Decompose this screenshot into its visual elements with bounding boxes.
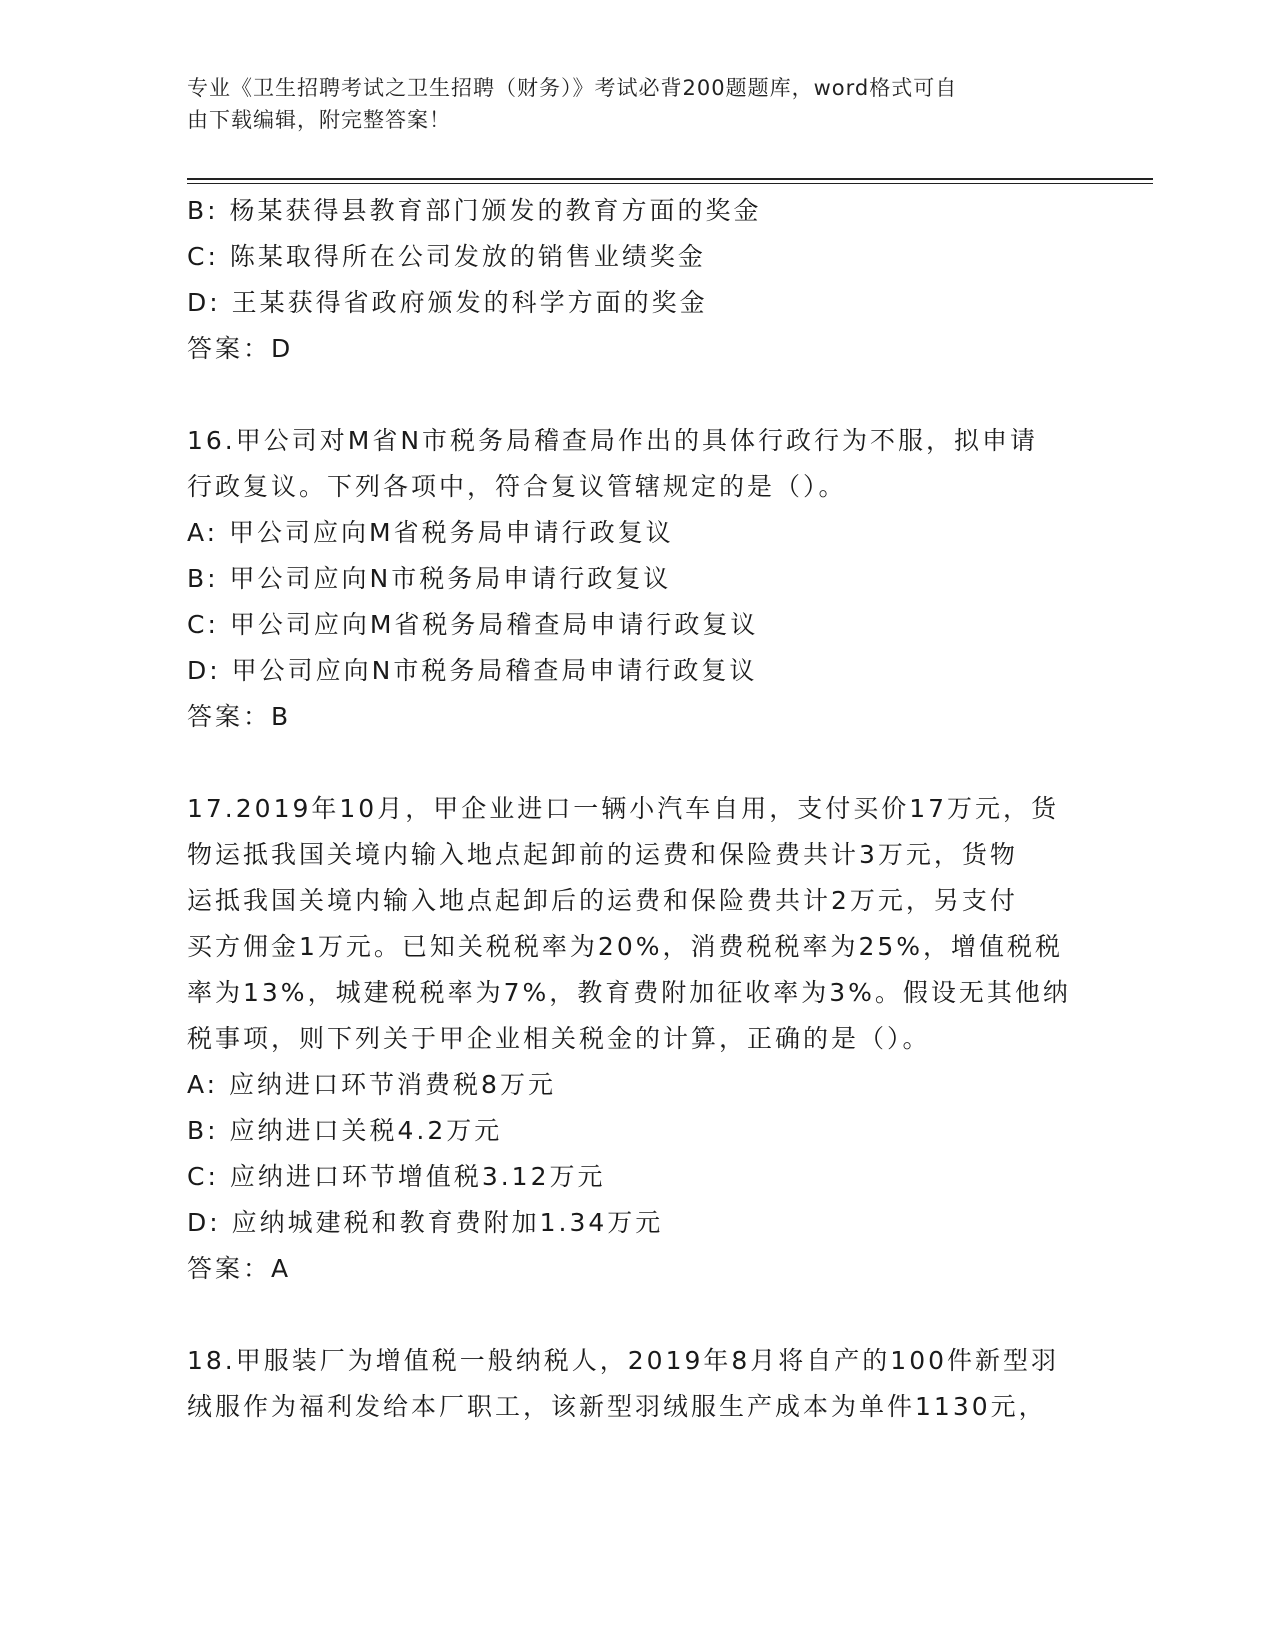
answer: 答案：A [187, 1254, 292, 1283]
question-stem-line: 运抵我国关境内输入地点起卸后的运费和保险费共计2万元，另支付 [187, 886, 1018, 915]
header-line-2: 由下载编辑，附完整答案！ [187, 108, 451, 132]
option-d: D: 王某获得省政府颁发的科学方面的奖金 [187, 288, 708, 317]
header-line-1: 专业《卫生招聘考试之卫生招聘（财务）》考试必背200题题库，word格式可自 [187, 76, 958, 100]
question-stem-line: 物运抵我国关境内输入地点起卸前的运费和保险费共计3万元，货物 [187, 840, 1018, 869]
question-15 [187, 188, 1087, 372]
spacer [187, 372, 1087, 418]
spacer [187, 1292, 1087, 1338]
spacer [187, 740, 1087, 786]
option-a: A: 甲公司应向M省税务局申请行政复议 [187, 518, 674, 547]
header-divider-thick [187, 178, 1153, 180]
question-stem-line: 税事项，则下列关于甲企业相关税金的计算，正确的是（）。 [187, 1024, 931, 1053]
question-stem-line: 买方佣金1万元。已知关税税率为20%，消费税税率为25%，增值税税 [187, 932, 1064, 961]
question-18 [187, 1338, 1087, 1430]
header-divider-thin [187, 183, 1153, 184]
option-b: B: 应纳进口关税4.2万元 [187, 1116, 503, 1145]
option-d: D: 应纳城建税和教育费附加1.34万元 [187, 1208, 664, 1237]
option-d: D: 甲公司应向N市税务局稽查局申请行政复议 [187, 656, 758, 685]
option-c: C: 陈某取得所在公司发放的销售业绩奖金 [187, 242, 706, 271]
option-b: B: 杨某获得县教育部门颁发的教育方面的奖金 [187, 196, 762, 225]
answer: 答案：B [187, 702, 292, 731]
option-c: C: 应纳进口环节增值税3.12万元 [187, 1162, 606, 1191]
question-stem-line: 绒服作为福利发给本厂职工，该新型羽绒服生产成本为单件1130元， [187, 1392, 1047, 1421]
option-b: B: 甲公司应向N市税务局申请行政复议 [187, 564, 672, 593]
question-16 [187, 418, 1087, 740]
answer: 答案：D [187, 334, 294, 363]
document-header [187, 72, 1087, 136]
option-c: C: 甲公司应向M省税务局稽查局申请行政复议 [187, 610, 759, 639]
question-17 [187, 786, 1087, 1292]
option-a: A: 应纳进口环节消费税8万元 [187, 1070, 556, 1099]
question-stem-line: 16.甲公司对M省N市税务局稽查局作出的具体行政行为不服，拟申请 [187, 426, 1039, 455]
question-stem-line: 17.2019年10月，甲企业进口一辆小汽车自用，支付买价17万元，货 [187, 794, 1060, 823]
question-stem-line: 行政复议。下列各项中，符合复议管辖规定的是（）。 [187, 472, 847, 501]
question-stem-line: 率为13%，城建税税率为7%，教育费附加征收率为3%。假设无其他纳 [187, 978, 1071, 1007]
question-stem-line: 18.甲服装厂为增值税一般纳税人，2019年8月将自产的100件新型羽 [187, 1346, 1060, 1375]
document-body [187, 188, 1087, 1430]
